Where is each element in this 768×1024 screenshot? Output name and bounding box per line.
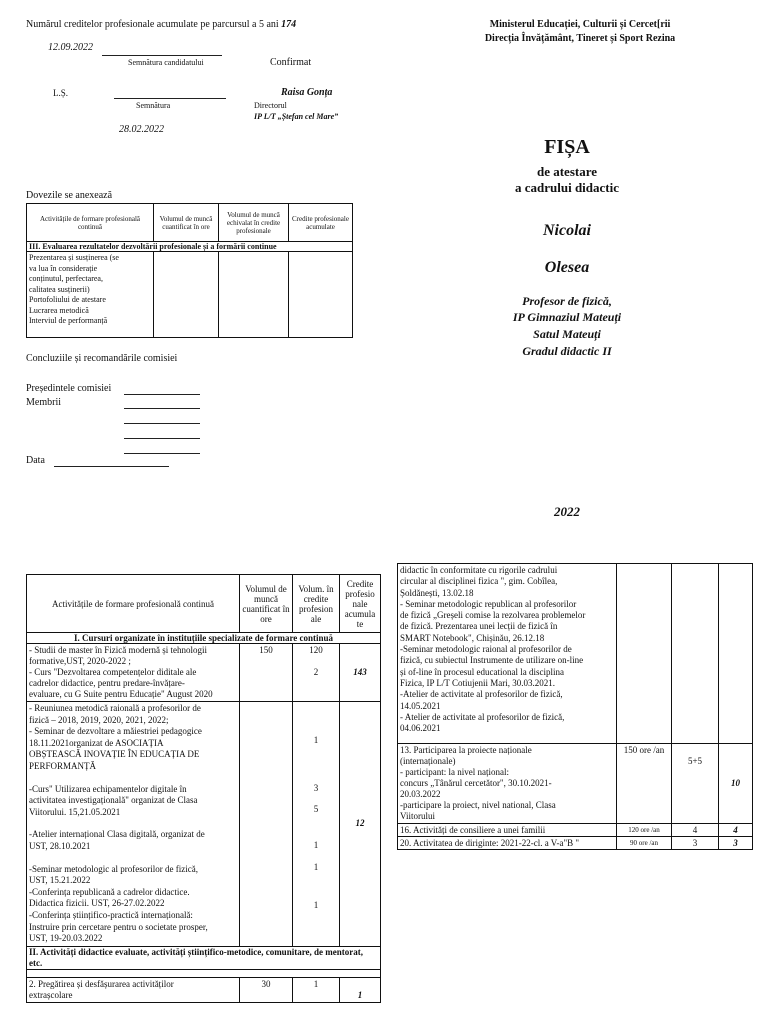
course-total: 143 — [340, 644, 381, 702]
teacher-last-name: Olesea — [544, 259, 590, 276]
doc-subtitle-2: a cadrului didactic — [514, 180, 619, 195]
teacher-school: IP Gimnaziul Mateuți — [512, 310, 622, 324]
director-signature-line — [114, 97, 226, 99]
homeroom-item: 20. Activitatea de diriginte: 2021-22-cl. a V-a"B " — [398, 837, 617, 850]
stamp-label: L.Ș. — [53, 88, 69, 98]
col-activity: Activitățile de formare profesională continuă — [27, 575, 240, 633]
family-counseling-credits: 4 — [672, 824, 719, 837]
director-date: 28.02.2022 — [119, 124, 164, 135]
col-credits: Volum. în credite profesion ale — [293, 575, 340, 633]
seminars-items: didactic în conformitate cu rigorile cadrului circular al disciplinei fizica ", gim. Cobîlea, Șoldănești, 13.02.18 - Seminar metodologic republican al profesorilor de fizică „Greșeli comise la rezolvarea problemelor de fizică. Prezentarea unei lecții de fizică în SMART Notebook", Chișinău, 26.12.18 -Seminar metodologic raional al profesorilor de fizică, cu subiectul Instrumente de utilizare on-line și of-line în procesul educational la disciplina Fizica, IP L/T Cotiujenii Mari, 30.03.2021. -Atelier de activitate al profesorilor de fizică, 14.05.2021 - Atelier de activitate al profesorilor de fizică, 04.06.2021 — [398, 564, 617, 744]
member-line — [124, 422, 200, 424]
conclusions-label: Concluziile și recomandările comisiei — [26, 353, 178, 364]
course-items: - Studii de master în Fizică modernă și tehnologii formative,UST, 2020-2022 ; - Curs "Dezvoltarea competențelor diditale ale cadrelor didactice, pentru predare-învățare- evaluare, cu G Suite pentru Educație" August 2020 — [27, 644, 240, 702]
doc-subtitle-1: de atestare — [536, 164, 598, 179]
methodical-items: - Reuniunea metodică raională a profesorilor de fizică – 2018, 2019, 2020, 2021, 2022; - Seminar de dezvoltare a măiestriei pedagogice 18.11.2021organizat de ASOCIAȚIA OBȘTEASCĂ INOVAȚIE ÎN EDUCAȚIA DE PERFORMANȚĂ -Curs" Utilizarea echipamentelor digitale în activitatea investigațională" organizat de Clasa Viitorului. 15,21.05.2021 -Atelier internațional Clasa digitală, organizat de UST, 28.10.2021 -Seminar metodologic al profesorilor de fizică, UST, 15.21.2022 -Conferința republicană a cadrelor didactice. Didactica fizicii. UST, 26-27.02.2022 -Conferința științifico-practică internațională: Instruire prin cercetare pentru o societate prosper, UST, 19-20.03.2022 — [27, 702, 240, 947]
doc-title: FIȘA — [544, 136, 590, 158]
credits-summary — [26, 19, 296, 30]
projects-hours: 150 ore /an — [617, 744, 672, 824]
projects-credits: 5+5 — [672, 744, 719, 824]
teacher-grade: Gradul didactic II — [522, 344, 612, 358]
credits-value: 174 — [281, 19, 297, 30]
candidate-date: 12.09.2022 — [48, 42, 93, 53]
course-credits: 120 2 — [293, 644, 340, 702]
candidate-signature-label: Semnătura candidatului — [128, 58, 204, 67]
members-label: Membrii — [26, 397, 61, 408]
evidence-label: Dovezile se anexează — [26, 190, 113, 201]
activities-table-continued — [397, 563, 753, 850]
projects-total: 10 — [719, 744, 753, 824]
teacher-first-name: Nicolai — [543, 222, 591, 239]
president-line — [124, 393, 200, 395]
extracurricular-item: 2. Pregătirea și desfășurarea activităților extrașcolare — [27, 977, 240, 1002]
homeroom-hours: 90 ore /an — [617, 837, 672, 850]
president-label: Președintele comisiei — [26, 383, 112, 394]
confirmed-label: Confirmat — [270, 57, 312, 68]
ministry: Ministerul Educației, Culturii și Cercet[rii — [489, 19, 671, 30]
director-school: IP L/T „Ștefan cel Mare” — [254, 112, 339, 121]
evaluation-items: Prezentarea și susținerea (se va lua în considerație conținutul, perfectarea, calitatea susținerii) Portofoliului de atestare Lucrarea metodică Interviul de performanță — [27, 252, 154, 338]
section-i: I. Cursuri organizate în instituțiile specializate de formare continuă — [27, 633, 381, 644]
col-accumulated: Credite profesio nale acumula te — [340, 575, 381, 633]
direction: Direcția Învățământ, Tineret și Sport Rezina — [484, 33, 676, 44]
homeroom-total: 3 — [719, 837, 753, 850]
section-iii: III. Evaluarea rezultatelor dezvoltării profesionale și a formării continue — [27, 242, 353, 252]
methodical-total: 12 — [340, 702, 381, 947]
member-line — [124, 437, 200, 439]
date-label: Data — [26, 455, 45, 466]
family-counseling-total: 4 — [719, 824, 753, 837]
methodical-credits: 1 3 5 1 1 1 — [293, 702, 340, 947]
candidate-signature-line — [102, 54, 222, 56]
col-accumulated: Credite profesionale acumulate — [289, 204, 353, 242]
teacher-role: Profesor de fizică, — [522, 294, 612, 308]
credits-label: Numărul creditelor profesionale acumulate pe parcursul a 5 ani — [26, 19, 279, 30]
col-hours: Volumul de muncă cuantificat în ore — [154, 204, 219, 242]
member-line — [124, 407, 200, 409]
col-credits: Volumul de muncă echivalat în credite profesionale — [219, 204, 289, 242]
col-activity: Activitățile de formare profesională continuă — [27, 204, 154, 242]
doc-year: 2022 — [554, 504, 580, 519]
col-hours: Volumul de muncă cuantificat în ore — [240, 575, 293, 633]
evaluation-table — [26, 203, 353, 338]
signature-label: Semnătura — [136, 101, 171, 110]
extracurricular-total: 1 — [340, 977, 381, 1002]
member-line — [124, 452, 200, 454]
family-counseling-hours: 120 ore /an — [617, 824, 672, 837]
section-ii: II. Activități didactice evaluate, activități științifico-metodice, comunitare, de mentorat, etc. — [27, 946, 381, 969]
date-line — [54, 465, 169, 467]
homeroom-credits: 3 — [672, 837, 719, 850]
course-hours: 150 — [240, 644, 293, 702]
teacher-village: Satul Mateuți — [533, 327, 601, 341]
director-name: Raisa Gonța — [281, 87, 333, 98]
family-counseling-item: 16. Activități de consiliere a unei familii — [398, 824, 617, 837]
extracurricular-hours: 30 — [240, 977, 293, 1002]
extracurricular-credits: 1 — [293, 977, 340, 1002]
director-label: Directorul — [254, 101, 287, 110]
activities-table — [26, 574, 381, 1003]
projects-items: 13. Participarea la proiecte naționale (internaționale) - participant: la nivel național: concurs „Tânărul cercetător", 30.10.2021- 20.03.2022 -participare la proiect, nivel national, Clasa Viitorului — [398, 744, 617, 824]
